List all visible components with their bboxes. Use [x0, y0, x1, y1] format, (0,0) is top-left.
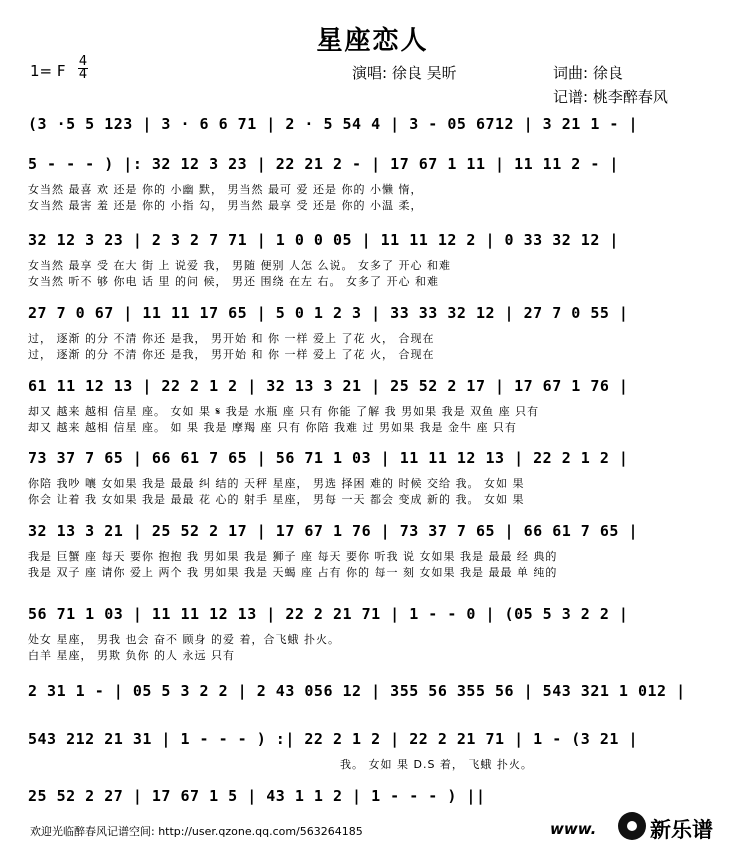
notes-line: 2 31 1 - | 05 5 3 2 2 | 2 43 056 12 | 355 56 355 56 | 543 321 1 012 | [28, 682, 686, 700]
lyrics-line: 女当然 最害 羞 还是 你的 小指 勾， 男当然 最享 受 还是 你的 小温 柔， [28, 199, 423, 212]
notes-line: 32 12 3 23 | 2 3 2 7 71 | 1 0 0 05 | 11 11 12 2 | 0 33 32 12 | [28, 231, 619, 249]
notes-line: 27 7 0 67 | 11 11 17 65 | 5 0 1 2 3 | 33 33 32 12 | 27 7 0 55 | [28, 304, 629, 322]
time-signature [78, 56, 88, 81]
lyrics-line: 过， 逐渐 的分 不清 你还 是我， 男开始 和 你 一样 爱上 了花 火， 合现在 [28, 332, 435, 345]
lyrics-line: 却又 越来 越相 信星 座。 如 果 我是 摩羯 座 只有 你陪 我难 过 男如果 我是 金牛 座 只有 [28, 421, 517, 434]
lyrics-line: 女当然 听不 够 你电 话 里 的问 候， 男还 围绕 在左 右。 女多了 开心 和难 [28, 275, 439, 288]
scorer-credit: 记谱: 桃李醉春风 [553, 88, 668, 106]
footer-www: www. [550, 820, 597, 838]
vinyl-logo-icon [618, 812, 646, 840]
notes-line: 32 13 3 21 | 25 52 2 17 | 17 67 1 76 | 73 37 7 65 | 66 61 7 65 | [28, 522, 638, 540]
notes-line: 543 212 21 31 | 1 - - - ) :| 22 2 1 2 | 22 2 21 71 | 1 - (3 21 | [28, 730, 638, 748]
lyrics-line: 你会 让着 我 女如果 我是 最最 花 心的 射手 星座， 男每 一天 都会 变成 新的 我。 女如 果 [28, 493, 525, 506]
song-title: 星座恋人 [316, 26, 429, 56]
key-signature: 1= F [30, 62, 66, 80]
lyrics-line: 女当然 最享 受 在大 街 上 说爱 我， 男随 便别 人怎 么说。 女多了 开心 和难 [28, 259, 451, 272]
lyrics-line: 却又 越来 越相 信星 座。 女如 果 𝄋 我是 水瓶 座 只有 你能 了解 我 男如果 我是 双鱼 座 只有 [28, 405, 540, 418]
brand-name: 新乐谱 [650, 818, 713, 842]
composer-credit: 词曲: 徐良 [553, 64, 623, 82]
singer-credit: 演唱: 徐良 吴昕 [352, 64, 457, 82]
notes-line: (3 ·5 5 123 | 3 · 6 6 71 | 2 · 5 54 4 | 3 - 05 6712 | 3 21 1 - | [28, 115, 638, 133]
time-denominator: 4 [78, 67, 88, 82]
notes-line: 56 71 1 03 | 11 11 12 13 | 22 2 21 71 | 1 - - 0 | (05 5 3 2 2 | [28, 605, 629, 623]
notes-line: 61 11 12 13 | 22 2 1 2 | 32 13 3 21 | 25 52 2 17 | 17 67 1 76 | [28, 377, 629, 395]
lyrics-line: 女当然 最喜 欢 还是 你的 小幽 默， 男当然 最可 爱 还是 你的 小懒 惰， [28, 183, 423, 196]
notes-line: 73 37 7 65 | 66 61 7 65 | 56 71 1 03 | 11 11 12 13 | 22 2 1 2 | [28, 449, 629, 467]
notes-line: 5 - - - ) |: 32 12 3 23 | 22 21 2 - | 17 67 1 11 | 11 11 2 - | [28, 155, 619, 173]
notes-line: 25 52 2 27 | 17 67 1 5 | 43 1 1 2 | 1 - - - ) || [28, 787, 486, 805]
lyrics-line: 过， 逐渐 的分 不清 你还 是我， 男开始 和 你 一样 爱上 了花 火， 合现在 [28, 348, 435, 361]
lyrics-line: 我。 女如 果 D.S 着， 飞蛾 扑火。 [340, 758, 533, 771]
lyrics-line: 我是 双子 座 请你 爱上 两个 我 男如果 我是 天蝎 座 占有 你的 每一 刻 女如果 我是 最最 单 纯的 [28, 566, 558, 579]
time-numerator: 4 [78, 54, 88, 69]
lyrics-line: 白羊 星座， 男欺 负你 的人 永远 只有 [28, 649, 235, 662]
lyrics-line: 处女 星座， 男我 也会 奋不 顾身 的爱 着，合飞蛾 扑火。 [28, 633, 340, 646]
lyrics-line: 我是 巨蟹 座 每天 要你 抱抱 我 男如果 我是 狮子 座 每天 要你 听我 说 女如果 我是 最最 经 典的 [28, 550, 558, 563]
footer-text: 欢迎光临醉春风记谱空间: http://user.qzone.qq.com/563264185 [30, 825, 363, 838]
lyrics-line: 你陪 我吵 嚷 女如果 我是 最最 纠 结的 天秤 星座， 男选 择困 难的 时候 交给 我。 女如 果 [28, 477, 525, 490]
